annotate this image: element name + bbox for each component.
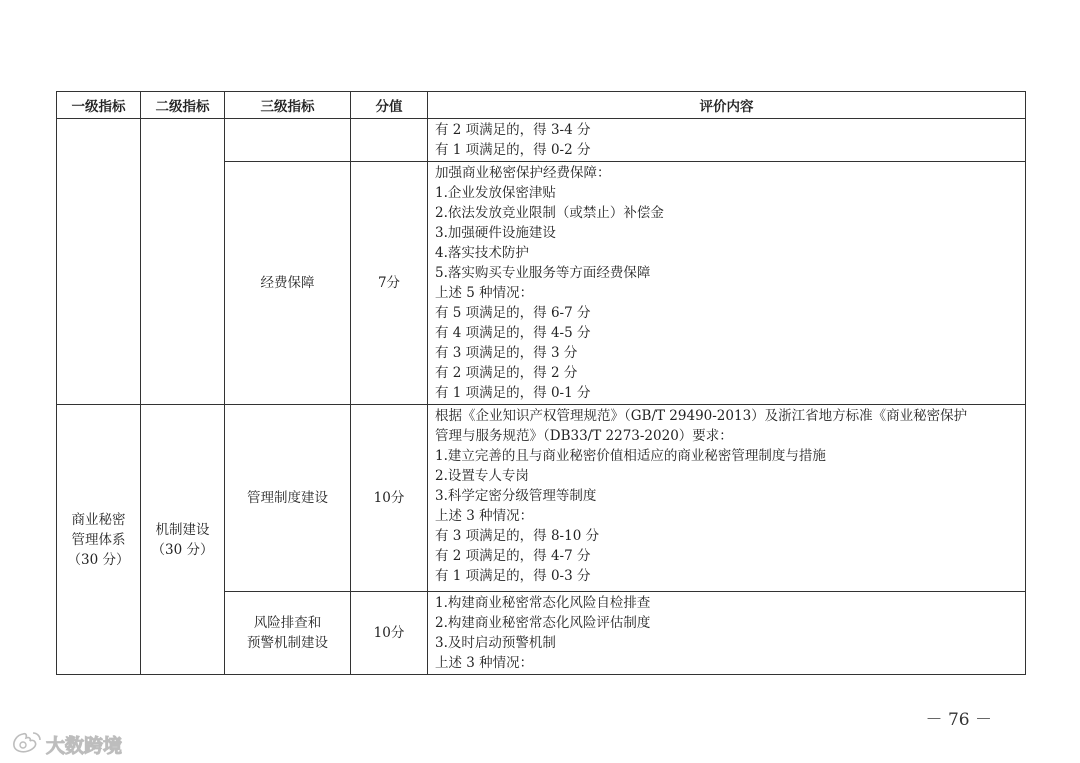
score-cell: 10分	[351, 592, 428, 675]
content-line: 有 2 项满足的，得 4-7 分	[435, 548, 591, 564]
level1-line: 商业秘密	[71, 511, 126, 528]
content-line: 有 2 项满足的，得 3-4 分	[435, 122, 591, 138]
score-cell: 10分	[351, 405, 428, 592]
level2-line: （30 分）	[151, 541, 214, 558]
level3-cell: 管理制度建设	[225, 405, 351, 592]
level1-blank-cell	[57, 119, 141, 405]
content-line: 有 3 项满足的，得 8-10 分	[435, 528, 600, 544]
content-line: 1.企业发放保密津贴	[435, 185, 556, 201]
content-cell	[428, 162, 1026, 405]
score-cell: 7分	[351, 162, 428, 405]
score-blank-cell	[351, 119, 428, 162]
content-line: 上述 3 种情况：	[435, 655, 534, 671]
content-line: 有 3 项满足的，得 3 分	[435, 345, 578, 361]
content-line: 上述 5 种情况：	[435, 285, 534, 301]
level3-cell	[225, 592, 351, 675]
content-line: 有 1 项满足的，得 0-1 分	[435, 385, 591, 401]
evaluation-table	[56, 91, 1026, 675]
level2-blank-cell	[141, 119, 225, 405]
content-cell	[428, 405, 1026, 592]
content-line: 2.设置专人专岗	[435, 468, 529, 484]
content-line: 有 1 项满足的，得 0-2 分	[435, 142, 591, 158]
header-level3: 三级指标	[225, 92, 351, 119]
level1-cell	[57, 405, 141, 675]
content-cell	[428, 119, 1026, 162]
content-line: 管理与服务规范》（DB33/T 2273-2020）要求：	[435, 428, 733, 444]
level3-line: 风险排查和	[253, 615, 322, 631]
level3-line: 预警机制建设	[247, 635, 328, 651]
content-line: 3.及时启动预警机制	[435, 635, 556, 651]
header-score: 分值	[351, 92, 428, 119]
content-line: 5.落实购买专业服务等方面经费保障	[435, 265, 651, 281]
content-cell	[428, 592, 1026, 675]
content-line: 3.加强硬件设施建设	[435, 225, 556, 241]
page-number: － 76 －	[925, 710, 992, 730]
content-line: 1.构建商业秘密常态化风险自检排查	[435, 595, 651, 611]
content-line: 2.构建商业秘密常态化风险评估制度	[435, 615, 651, 631]
content-line: 上述 3 种情况：	[435, 508, 534, 524]
watermark-text: 大数跨境	[46, 734, 123, 757]
content-line: 3.科学定密分级管理等制度	[435, 488, 597, 504]
table-row	[57, 405, 1026, 592]
content-line: 加强商业秘密保护经费保障：	[435, 165, 611, 181]
watermark	[12, 730, 122, 758]
level2-line: 机制建设	[155, 521, 210, 538]
content-line: 根据《企业知识产权管理规范》（GB/T 29490-2013）及浙江省地方标准《商业秘密保护	[435, 408, 968, 424]
header-level1: 一级指标	[57, 92, 141, 119]
content-line: 4.落实技术防护	[435, 245, 529, 261]
header-content: 评价内容	[428, 92, 1026, 119]
content-line: 有 1 项满足的，得 0-3 分	[435, 568, 591, 584]
content-line: 有 4 项满足的，得 4-5 分	[435, 325, 591, 341]
level3-cell: 经费保障	[225, 162, 351, 405]
weibo-logo-icon	[12, 730, 42, 758]
table-header-row	[57, 92, 1026, 119]
content-line: 有 5 项满足的，得 6-7 分	[435, 305, 591, 321]
level2-cell	[141, 405, 225, 675]
level1-line: 管理体系	[71, 531, 126, 548]
content-line: 2.依法发放竞业限制（或禁止）补偿金	[435, 205, 664, 221]
content-line: 有 2 项满足的，得 2 分	[435, 365, 578, 381]
header-level2: 二级指标	[141, 92, 225, 119]
content-line: 1.建立完善的且与商业秘密价值相适应的商业秘密管理制度与措施	[435, 448, 826, 464]
level1-line: （30 分）	[67, 551, 130, 568]
level3-blank-cell	[225, 119, 351, 162]
table-row	[57, 119, 1026, 162]
